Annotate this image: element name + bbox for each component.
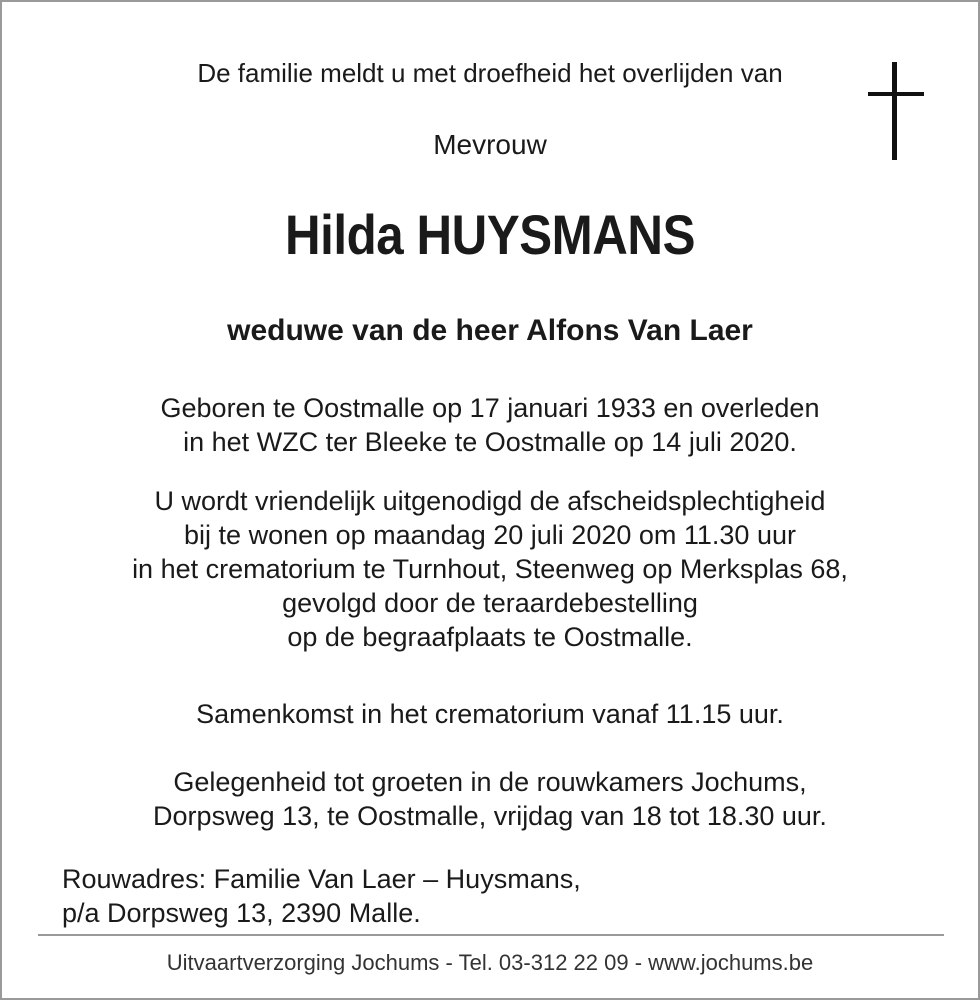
paragraph-line: Dorpsweg 13, te Oostmalle, vrijdag van 18 tot 18.30 uur. bbox=[153, 801, 827, 831]
paragraph-line: in het crematorium te Turnhout, Steenweg op Merksplas 68, bbox=[132, 554, 848, 584]
paragraph-line: Geboren te Oostmalle op 17 januari 1933 en overleden bbox=[160, 393, 820, 423]
spouse-line: weduwe van de heer Alfons Van Laer bbox=[227, 314, 753, 347]
paragraph-line: bij te wonen op maandag 20 juli 2020 om 11.30 uur bbox=[184, 520, 796, 550]
visitation-paragraph bbox=[2, 765, 978, 833]
address-line: Rouwadres: Familie Van Laer – Huysmans, bbox=[62, 864, 581, 894]
deceased-name: Hilda HUYSMANS bbox=[284, 203, 696, 266]
gathering-paragraph bbox=[2, 697, 978, 731]
title-prefix: Mevrouw bbox=[433, 129, 547, 160]
funeral-home-footer: Uitvaartverzorging Jochums - Tel. 03-312 22 09 - www.jochums.be bbox=[166, 950, 814, 975]
address-line: p/a Dorpsweg 13, 2390 Malle. bbox=[62, 898, 421, 928]
paragraph-line: in het WZC ter Bleeke te Oostmalle op 14 juli 2020. bbox=[183, 427, 797, 457]
ceremony-paragraph bbox=[2, 484, 978, 654]
paragraph-line: gevolgd door de teraardebestelling bbox=[282, 588, 698, 618]
paragraph-line: Samenkomst in het crematorium vanaf 11.15 uur. bbox=[196, 699, 784, 729]
footer-divider bbox=[38, 934, 944, 936]
paragraph-line: Gelegenheid tot groeten in de rouwkamers Jochums, bbox=[173, 767, 807, 797]
paragraph-line: U wordt vriendelijk uitgenodigd de afscheidsplechtigheid bbox=[154, 486, 826, 516]
intro-text: De familie meldt u met droefheid het overlijden van bbox=[197, 58, 783, 88]
paragraph-line: op de begraafplaats te Oostmalle. bbox=[287, 622, 693, 652]
birth-death-paragraph bbox=[2, 391, 978, 459]
mourning-address bbox=[62, 862, 581, 930]
